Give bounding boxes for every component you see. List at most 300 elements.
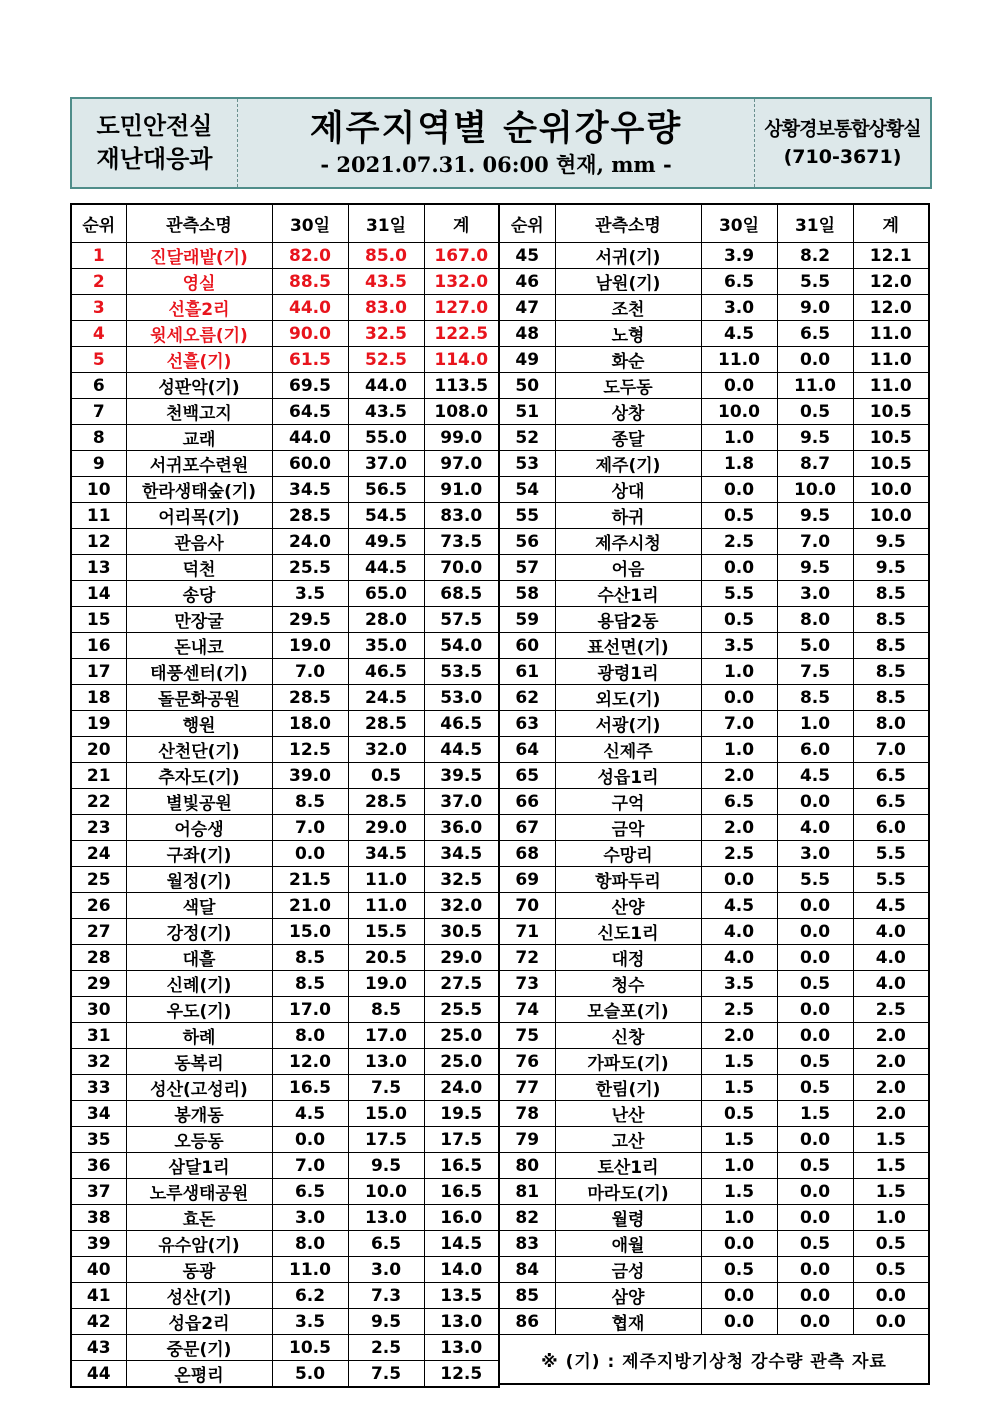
day30-cell: 2.0 xyxy=(701,763,777,789)
day30-cell: 7.0 xyxy=(272,659,348,685)
table-row xyxy=(499,1049,929,1075)
table-row xyxy=(499,633,929,659)
rank-cell: 35 xyxy=(71,1127,126,1153)
station-cell: 영실 xyxy=(126,269,272,295)
station-cell: 별빛공원 xyxy=(126,789,272,815)
station-cell: 중문(기) xyxy=(126,1335,272,1361)
table-row xyxy=(499,893,929,919)
day30-cell: 44.0 xyxy=(272,425,348,451)
day30-cell: 10.0 xyxy=(701,399,777,425)
day30-cell: 21.0 xyxy=(272,893,348,919)
table-row xyxy=(71,451,499,477)
table-row xyxy=(499,945,929,971)
table-row xyxy=(499,1023,929,1049)
day30-cell: 3.5 xyxy=(701,971,777,997)
total-cell: 36.0 xyxy=(424,815,499,841)
total-cell: 2.0 xyxy=(853,1023,929,1049)
total-cell: 2.0 xyxy=(853,1101,929,1127)
rank-cell: 22 xyxy=(71,789,126,815)
total-cell: 32.5 xyxy=(424,867,499,893)
station-cell: 돈내코 xyxy=(126,633,272,659)
table-row xyxy=(499,711,929,737)
total-cell: 114.0 xyxy=(424,347,499,373)
station-cell: 윗세오름(기) xyxy=(126,321,272,347)
station-cell: 조천 xyxy=(555,295,701,321)
rank-cell: 49 xyxy=(499,347,555,373)
total-cell: 54.0 xyxy=(424,633,499,659)
total-cell: 16.5 xyxy=(424,1153,499,1179)
station-cell: 용담2동 xyxy=(555,607,701,633)
total-cell: 127.0 xyxy=(424,295,499,321)
table-row xyxy=(499,867,929,893)
station-cell: 성산(고성리) xyxy=(126,1075,272,1101)
day31-cell: 0.5 xyxy=(777,1049,853,1075)
day30-cell: 4.0 xyxy=(701,945,777,971)
total-cell: 2.0 xyxy=(853,1075,929,1101)
day30-cell: 3.0 xyxy=(272,1205,348,1231)
day30-cell: 0.5 xyxy=(701,1257,777,1283)
total-cell: 10.0 xyxy=(853,503,929,529)
rank-cell: 84 xyxy=(499,1257,555,1283)
station-cell: 동복리 xyxy=(126,1049,272,1075)
rank-cell: 75 xyxy=(499,1023,555,1049)
table-row xyxy=(499,1231,929,1257)
station-cell: 동광 xyxy=(126,1257,272,1283)
day31-cell: 9.5 xyxy=(777,503,853,529)
day31-cell: 9.5 xyxy=(348,1309,424,1335)
station-cell: 강정(기) xyxy=(126,919,272,945)
day31-cell: 6.5 xyxy=(777,321,853,347)
table-row xyxy=(71,1153,499,1179)
day31-cell: 15.5 xyxy=(348,919,424,945)
table-row xyxy=(71,971,499,997)
table-row xyxy=(71,607,499,633)
total-cell: 11.0 xyxy=(853,347,929,373)
rank-cell: 21 xyxy=(71,763,126,789)
rank-cell: 85 xyxy=(499,1283,555,1309)
day31-cell: 0.0 xyxy=(777,893,853,919)
rank-cell: 27 xyxy=(71,919,126,945)
day30-cell: 8.0 xyxy=(272,1023,348,1049)
day30-cell: 2.0 xyxy=(701,815,777,841)
total-cell: 25.5 xyxy=(424,997,499,1023)
table-row xyxy=(71,737,499,763)
rank-cell: 61 xyxy=(499,659,555,685)
day30-cell: 0.5 xyxy=(701,503,777,529)
day31-cell: 0.0 xyxy=(777,1283,853,1309)
table-row xyxy=(499,997,929,1023)
column-header-day30: 30일 xyxy=(701,204,777,243)
station-cell: 신창 xyxy=(555,1023,701,1049)
total-cell: 13.0 xyxy=(424,1309,499,1335)
day30-cell: 1.8 xyxy=(701,451,777,477)
day30-cell: 8.5 xyxy=(272,945,348,971)
day30-cell: 1.0 xyxy=(701,425,777,451)
station-cell: 선흘(기) xyxy=(126,347,272,373)
day30-cell: 0.0 xyxy=(701,1283,777,1309)
day31-cell: 7.5 xyxy=(777,659,853,685)
day30-cell: 0.0 xyxy=(701,477,777,503)
day31-cell: 7.0 xyxy=(777,529,853,555)
station-cell: 만장굴 xyxy=(126,607,272,633)
station-cell: 봉개동 xyxy=(126,1101,272,1127)
table-row xyxy=(71,1283,499,1309)
day30-cell: 4.5 xyxy=(701,321,777,347)
total-cell: 10.5 xyxy=(853,451,929,477)
table-row xyxy=(71,919,499,945)
total-cell: 68.5 xyxy=(424,581,499,607)
day30-cell: 6.5 xyxy=(701,789,777,815)
station-cell: 하귀 xyxy=(555,503,701,529)
station-cell: 신제주 xyxy=(555,737,701,763)
rank-cell: 26 xyxy=(71,893,126,919)
total-cell: 14.0 xyxy=(424,1257,499,1283)
total-cell: 11.0 xyxy=(853,373,929,399)
total-cell: 11.0 xyxy=(853,321,929,347)
total-cell: 1.5 xyxy=(853,1127,929,1153)
station-cell: 신도1리 xyxy=(555,919,701,945)
day30-cell: 69.5 xyxy=(272,373,348,399)
rank-cell: 17 xyxy=(71,659,126,685)
table-row xyxy=(499,607,929,633)
total-cell: 9.5 xyxy=(853,529,929,555)
office-phone: (710-3671) xyxy=(783,146,902,168)
station-cell: 노형 xyxy=(555,321,701,347)
total-cell: 10.0 xyxy=(853,477,929,503)
day30-cell: 5.5 xyxy=(701,581,777,607)
station-cell: 모슬포(기) xyxy=(555,997,701,1023)
day31-cell: 8.2 xyxy=(777,243,853,269)
day31-cell: 0.0 xyxy=(777,1309,853,1335)
station-cell: 금악 xyxy=(555,815,701,841)
day30-cell: 15.0 xyxy=(272,919,348,945)
day31-cell: 43.5 xyxy=(348,269,424,295)
total-cell: 5.5 xyxy=(853,867,929,893)
day31-cell: 65.0 xyxy=(348,581,424,607)
station-cell: 가파도(기) xyxy=(555,1049,701,1075)
table-row xyxy=(71,1205,499,1231)
day31-cell: 0.0 xyxy=(777,1127,853,1153)
total-cell: 12.0 xyxy=(853,269,929,295)
day31-cell: 2.5 xyxy=(348,1335,424,1361)
total-cell: 37.0 xyxy=(424,789,499,815)
station-cell: 신례(기) xyxy=(126,971,272,997)
day31-cell: 7.5 xyxy=(348,1075,424,1101)
rank-cell: 53 xyxy=(499,451,555,477)
total-cell: 30.5 xyxy=(424,919,499,945)
rank-cell: 81 xyxy=(499,1179,555,1205)
total-cell: 132.0 xyxy=(424,269,499,295)
day31-cell: 9.0 xyxy=(777,295,853,321)
day31-cell: 3.0 xyxy=(348,1257,424,1283)
day31-cell: 11.0 xyxy=(348,893,424,919)
day31-cell: 28.0 xyxy=(348,607,424,633)
station-cell: 제주(기) xyxy=(555,451,701,477)
day30-cell: 2.5 xyxy=(701,841,777,867)
total-cell: 5.5 xyxy=(853,841,929,867)
day31-cell: 32.5 xyxy=(348,321,424,347)
day31-cell: 49.5 xyxy=(348,529,424,555)
day31-cell: 0.0 xyxy=(777,1205,853,1231)
page-title: 제주지역별 순위강우량 xyxy=(309,109,683,149)
total-cell: 97.0 xyxy=(424,451,499,477)
total-cell: 83.0 xyxy=(424,503,499,529)
day30-cell: 5.0 xyxy=(272,1361,348,1388)
day31-cell: 0.5 xyxy=(348,763,424,789)
day30-cell: 0.0 xyxy=(701,373,777,399)
station-cell: 온평리 xyxy=(126,1361,272,1388)
rank-cell: 36 xyxy=(71,1153,126,1179)
table-row xyxy=(71,867,499,893)
station-cell: 성산(기) xyxy=(126,1283,272,1309)
day31-cell: 46.5 xyxy=(348,659,424,685)
rank-cell: 34 xyxy=(71,1101,126,1127)
total-cell: 27.5 xyxy=(424,971,499,997)
report-header xyxy=(70,97,932,189)
station-cell: 성읍2리 xyxy=(126,1309,272,1335)
table-row xyxy=(71,685,499,711)
total-cell: 4.0 xyxy=(853,919,929,945)
table-row xyxy=(71,1257,499,1283)
table-row xyxy=(499,425,929,451)
day31-cell: 32.0 xyxy=(348,737,424,763)
day31-cell: 29.0 xyxy=(348,815,424,841)
day30-cell: 0.0 xyxy=(272,1127,348,1153)
day30-cell: 8.0 xyxy=(272,1231,348,1257)
table-row xyxy=(71,243,499,269)
department-line-1: 도민안전실 xyxy=(96,112,213,140)
station-cell: 서귀포수련원 xyxy=(126,451,272,477)
table-row xyxy=(71,633,499,659)
total-cell: 25.0 xyxy=(424,1049,499,1075)
day31-cell: 1.5 xyxy=(777,1101,853,1127)
rank-cell: 58 xyxy=(499,581,555,607)
column-header-total: 계 xyxy=(853,204,929,243)
day31-cell: 54.5 xyxy=(348,503,424,529)
day31-cell: 0.5 xyxy=(777,1153,853,1179)
day30-cell: 1.5 xyxy=(701,1179,777,1205)
day31-cell: 0.0 xyxy=(777,347,853,373)
day30-cell: 0.0 xyxy=(701,555,777,581)
day31-cell: 11.0 xyxy=(348,867,424,893)
day31-cell: 4.0 xyxy=(777,815,853,841)
total-cell: 0.0 xyxy=(853,1283,929,1309)
title-block xyxy=(238,99,755,187)
total-cell: 19.5 xyxy=(424,1101,499,1127)
table-row xyxy=(499,685,929,711)
table-row xyxy=(499,503,929,529)
station-cell: 항파두리 xyxy=(555,867,701,893)
station-cell: 성판악(기) xyxy=(126,373,272,399)
rank-cell: 83 xyxy=(499,1231,555,1257)
total-cell: 4.0 xyxy=(853,971,929,997)
table-row xyxy=(499,1127,929,1153)
day30-cell: 6.2 xyxy=(272,1283,348,1309)
day31-cell: 0.5 xyxy=(777,1075,853,1101)
table-row xyxy=(499,1153,929,1179)
total-cell: 113.5 xyxy=(424,373,499,399)
day30-cell: 11.0 xyxy=(701,347,777,373)
table-row xyxy=(71,997,499,1023)
column-header-station: 관측소명 xyxy=(126,204,272,243)
station-cell: 수망리 xyxy=(555,841,701,867)
table-row xyxy=(71,1127,499,1153)
rank-cell: 54 xyxy=(499,477,555,503)
station-cell: 우도(기) xyxy=(126,997,272,1023)
column-header-total: 계 xyxy=(424,204,499,243)
day30-cell: 21.5 xyxy=(272,867,348,893)
day30-cell: 3.5 xyxy=(272,581,348,607)
station-cell: 서귀(기) xyxy=(555,243,701,269)
total-cell: 1.5 xyxy=(853,1179,929,1205)
station-cell: 하례 xyxy=(126,1023,272,1049)
table-row xyxy=(71,529,499,555)
rank-cell: 71 xyxy=(499,919,555,945)
station-cell: 노루생태공원 xyxy=(126,1179,272,1205)
day31-cell: 3.0 xyxy=(777,581,853,607)
rank-cell: 73 xyxy=(499,971,555,997)
day30-cell: 18.0 xyxy=(272,711,348,737)
day30-cell: 0.0 xyxy=(701,1309,777,1335)
rank-cell: 46 xyxy=(499,269,555,295)
total-cell: 1.5 xyxy=(853,1153,929,1179)
table-row xyxy=(71,815,499,841)
day31-cell: 5.5 xyxy=(777,867,853,893)
day31-cell: 85.0 xyxy=(348,243,424,269)
day30-cell: 39.0 xyxy=(272,763,348,789)
table-row xyxy=(71,399,499,425)
rank-cell: 4 xyxy=(71,321,126,347)
day30-cell: 6.5 xyxy=(701,269,777,295)
day31-cell: 4.5 xyxy=(777,763,853,789)
station-cell: 난산 xyxy=(555,1101,701,1127)
station-cell: 마라도(기) xyxy=(555,1179,701,1205)
station-cell: 종달 xyxy=(555,425,701,451)
table-row xyxy=(71,373,499,399)
total-cell: 91.0 xyxy=(424,477,499,503)
total-cell: 1.0 xyxy=(853,1205,929,1231)
table-row xyxy=(499,269,929,295)
rank-cell: 51 xyxy=(499,399,555,425)
day30-cell: 0.0 xyxy=(272,841,348,867)
station-cell: 산양 xyxy=(555,893,701,919)
day31-cell: 0.0 xyxy=(777,1257,853,1283)
column-header-rank: 순위 xyxy=(71,204,126,243)
footnote-row xyxy=(499,1335,929,1385)
station-cell: 구좌(기) xyxy=(126,841,272,867)
table-row xyxy=(499,659,929,685)
table-row xyxy=(499,321,929,347)
station-cell: 돌문화공원 xyxy=(126,685,272,711)
total-cell: 14.5 xyxy=(424,1231,499,1257)
total-cell: 2.0 xyxy=(853,1049,929,1075)
total-cell: 53.0 xyxy=(424,685,499,711)
station-cell: 서광(기) xyxy=(555,711,701,737)
day30-cell: 2.0 xyxy=(701,1023,777,1049)
rank-cell: 76 xyxy=(499,1049,555,1075)
table-row xyxy=(499,737,929,763)
station-cell: 남원(기) xyxy=(555,269,701,295)
table-row xyxy=(499,1075,929,1101)
station-cell: 상창 xyxy=(555,399,701,425)
total-cell: 8.5 xyxy=(853,685,929,711)
total-cell: 4.5 xyxy=(853,893,929,919)
table-row xyxy=(499,1309,929,1335)
day30-cell: 7.0 xyxy=(272,1153,348,1179)
total-cell: 10.5 xyxy=(853,425,929,451)
table-row xyxy=(499,451,929,477)
total-cell: 108.0 xyxy=(424,399,499,425)
rainfall-table-right xyxy=(498,203,930,1385)
day30-cell: 1.5 xyxy=(701,1075,777,1101)
station-cell: 산천단(기) xyxy=(126,737,272,763)
day30-cell: 88.5 xyxy=(272,269,348,295)
day30-cell: 8.5 xyxy=(272,971,348,997)
station-cell: 성읍1리 xyxy=(555,763,701,789)
rank-cell: 72 xyxy=(499,945,555,971)
day30-cell: 61.5 xyxy=(272,347,348,373)
table-row xyxy=(71,893,499,919)
table-row xyxy=(71,1361,499,1388)
day31-cell: 10.0 xyxy=(777,477,853,503)
rank-cell: 57 xyxy=(499,555,555,581)
total-cell: 8.5 xyxy=(853,659,929,685)
day30-cell: 12.0 xyxy=(272,1049,348,1075)
table-row xyxy=(71,789,499,815)
station-cell: 토산1리 xyxy=(555,1153,701,1179)
day30-cell: 90.0 xyxy=(272,321,348,347)
rainfall-table-left xyxy=(70,203,500,1388)
total-cell: 25.0 xyxy=(424,1023,499,1049)
table-row xyxy=(499,1257,929,1283)
total-cell: 13.5 xyxy=(424,1283,499,1309)
rank-cell: 79 xyxy=(499,1127,555,1153)
total-cell: 6.5 xyxy=(853,789,929,815)
total-cell: 8.5 xyxy=(853,581,929,607)
rank-cell: 13 xyxy=(71,555,126,581)
day31-cell: 0.5 xyxy=(777,1231,853,1257)
day30-cell: 29.5 xyxy=(272,607,348,633)
total-cell: 70.0 xyxy=(424,555,499,581)
table-row xyxy=(71,1075,499,1101)
station-cell: 표선면(기) xyxy=(555,633,701,659)
station-cell: 대정 xyxy=(555,945,701,971)
rank-cell: 33 xyxy=(71,1075,126,1101)
table-row xyxy=(71,945,499,971)
day30-cell: 24.0 xyxy=(272,529,348,555)
column-header-station: 관측소명 xyxy=(555,204,701,243)
rank-cell: 30 xyxy=(71,997,126,1023)
rank-cell: 23 xyxy=(71,815,126,841)
column-header-day31: 31일 xyxy=(348,204,424,243)
day31-cell: 52.5 xyxy=(348,347,424,373)
table-row xyxy=(499,763,929,789)
rank-cell: 67 xyxy=(499,815,555,841)
day31-cell: 5.0 xyxy=(777,633,853,659)
day30-cell: 7.0 xyxy=(272,815,348,841)
station-cell: 교래 xyxy=(126,425,272,451)
day30-cell: 1.0 xyxy=(701,737,777,763)
station-cell: 어리목(기) xyxy=(126,503,272,529)
day31-cell: 34.5 xyxy=(348,841,424,867)
day31-cell: 44.0 xyxy=(348,373,424,399)
day31-cell: 13.0 xyxy=(348,1205,424,1231)
rank-cell: 16 xyxy=(71,633,126,659)
day31-cell: 24.5 xyxy=(348,685,424,711)
day31-cell: 3.0 xyxy=(777,841,853,867)
day31-cell: 56.5 xyxy=(348,477,424,503)
day30-cell: 1.0 xyxy=(701,1205,777,1231)
